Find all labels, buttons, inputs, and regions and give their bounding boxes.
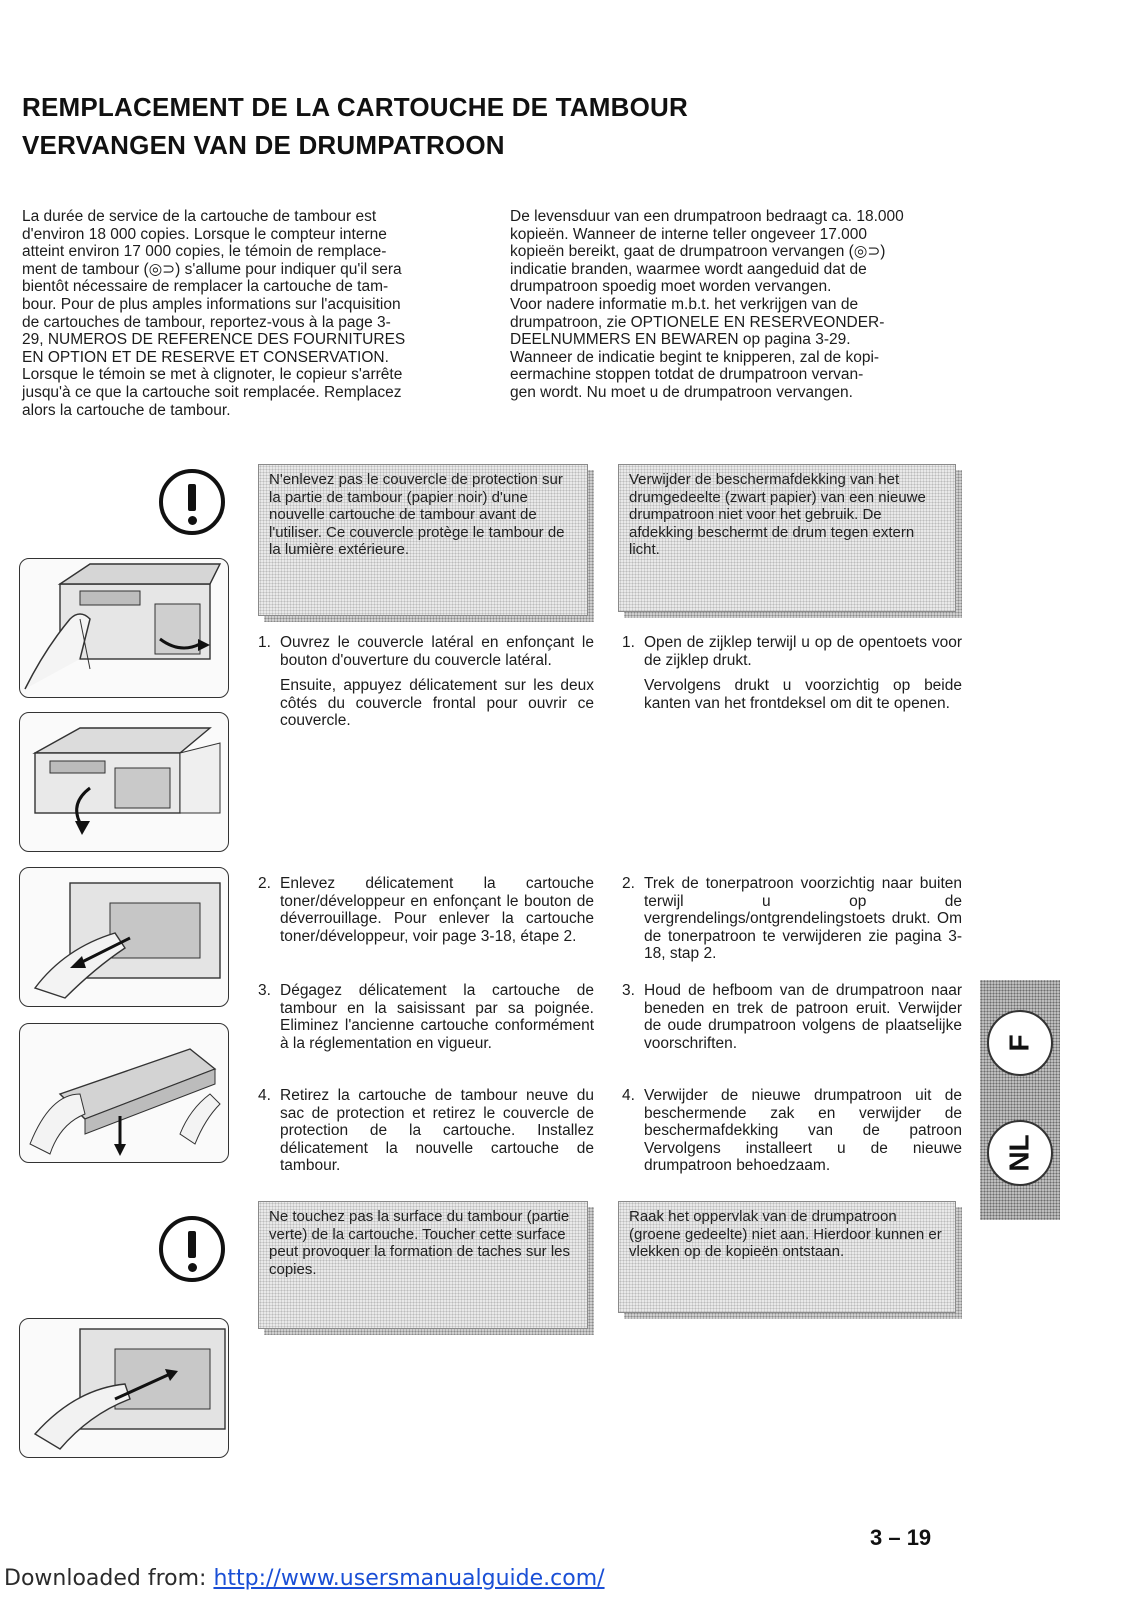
language-tab	[980, 980, 1060, 1220]
step-4-nl: 4. Verwijder de nieuwe drumpatroon uit de beschermende zak en verwijder de beschermafdekking van de patroon Vervolgens installeert u de nieuwe drumpatroon behoedzaam.	[622, 1087, 962, 1175]
page-number: 3 – 19	[870, 1525, 932, 1550]
footer-prefix: Downloaded from:	[4, 1566, 214, 1591]
intro-line: drumpatroon spoedig moet worden vervangen.	[510, 278, 832, 296]
illustration-remove-toner-cartridge	[19, 867, 229, 1007]
step-1-fr: 1. Ouvrez le couvercle latéral en enfonçant le bouton d'ouverture du couvercle latéral. Ensuite, appuyez délicatement sur les deux côtés du couvercle frontal pour ouvrir ce couvercle.	[258, 634, 594, 730]
intro-line: bour. Pour de plus amples informations sur l'acquisition	[22, 295, 401, 313]
intro-line: bientôt nécessaire de remplacer la cartouche de tam-	[22, 278, 389, 296]
tab-language-f: F	[987, 1010, 1053, 1076]
intro-paragraph-nl	[510, 208, 962, 402]
intro-paragraph-fr	[22, 208, 480, 419]
step-2-fr: 2. Enlevez délicatement la cartouche toner/développeur en enfonçant le bouton de déverrouillage. Pour enlever la cartouche toner/développeur, voir page 3-18, étape 2.	[258, 875, 594, 945]
caution-note-nl: Verwijder de beschermafdekking van het drumgedeelte (zwart papier) van een nieuwe drumpatroon niet voor het gebruik. De afdekking beschermt de drum tegen extern licht.	[618, 464, 956, 612]
warning-icon	[159, 469, 225, 535]
intro-line: atteint environ 17 000 copies, le témoin de remplace-	[22, 243, 387, 261]
step-3-fr: 3. Dégagez délicatement la cartouche de tambour en la saisissant par sa poignée. Eliminez l'ancienne cartouche conformément à la réglementation en vigueur.	[258, 982, 594, 1052]
intro-line: Wanneer de indicatie begint te knipperen, zal de kopi-	[510, 348, 880, 366]
step-4-fr: 4. Retirez la cartouche de tambour neuve du sac de protection et retirez le couvercle de protection de la cartouche. Installez délicatement la nouvelle cartouche de tambour.	[258, 1087, 594, 1175]
intro-line: alors la cartouche de tambour.	[22, 401, 231, 419]
intro-line: gen wordt. Nu moet u de drumpatroon vervangen.	[510, 383, 853, 401]
intro-line: De levensduur van een drumpatroon bedraagt ca. 18.000	[510, 208, 904, 225]
page-title-nl: VERVANGEN VAN DE DRUMPATROON	[22, 130, 505, 160]
intro-line: indicatie branden, waarmee wordt aangeduid dat de	[510, 260, 867, 278]
intro-line: kopieën bereikt, gaat de drumpatroon vervangen (◎⊃)	[510, 243, 886, 261]
illustration-install-drum-cartridge	[19, 1318, 229, 1458]
intro-line: 29, NUMEROS DE REFERENCE DES FOURNITURES	[22, 331, 406, 349]
illustration-open-side-cover	[19, 558, 229, 698]
intro-line: EN OPTION ET DE RESERVE ET CONSERVATION.	[22, 348, 389, 366]
intro-line: Lorsque le témoin se met à clignoter, le copieur s'arrête	[22, 366, 403, 384]
caution-note-fr: N'enlevez pas le couvercle de protection sur la partie de tambour (papier noir) d'une nouvelle cartouche de tambour avant de l'utiliser. Ce couvercle protège le tambour de la lumière extérieure.	[258, 464, 588, 616]
intro-line: drumpatroon, zie OPTIONELE EN RESERVEONDER-	[510, 313, 885, 331]
illustration-open-front-cover	[19, 712, 229, 852]
page-title-fr: REMPLACEMENT DE LA CARTOUCHE DE TAMBOUR	[22, 92, 688, 122]
tab-language-nl: NL	[987, 1120, 1053, 1186]
caution-note-fr-2: Ne touchez pas la surface du tambour (partie verte) de la cartouche. Toucher cette surface peut provoquer la formation de taches sur les copies.	[258, 1201, 588, 1329]
download-footer	[4, 1566, 605, 1591]
intro-line: La durée de service de la cartouche de tambour est	[22, 208, 377, 225]
intro-line: kopieën. Wanneer de interne teller ongeveer 17.000	[510, 225, 868, 243]
step-1-nl: 1. Open de zijklep terwijl u op de opentoets voor de zijklep drukt. Vervolgens drukt u voorzichtig op beide kanten van het frontdeksel om dit te openen.	[622, 634, 962, 712]
intro-line: DEELNUMMERS EN BEWAREN op pagina 3-29.	[510, 331, 851, 349]
illustration-drum-cartridge	[19, 1023, 229, 1163]
intro-line: jusqu'à ce que la cartouche soit remplacée. Remplacez	[22, 383, 402, 401]
intro-line: ment de tambour (◎⊃) s'allume pour indiquer qu'il sera	[22, 260, 402, 278]
intro-line: eermachine stoppen totdat de drumpatroon vervan-	[510, 366, 864, 384]
step-2-nl: 2. Trek de tonerpatroon voorzichtig naar buiten terwijl u op de vergrendelings/ontgrendelingstoets drukt. Om de tonerpatroon te verwijderen zie pagina 3-18, stap 2.	[622, 875, 962, 963]
step-3-nl: 3. Houd de hefboom van de drumpatroon naar beneden en trek de patroon eruit. Verwijder de oude drumpatroon volgens de plaatselijke voorschriften.	[622, 982, 962, 1052]
intro-line: de cartouches de tambour, reportez-vous à la page 3-	[22, 313, 391, 331]
intro-line: d'environ 18 000 copies. Lorsque le compteur interne	[22, 225, 387, 243]
caution-note-nl-2: Raak het oppervlak van de drumpatroon (groene gedeelte) niet aan. Hierdoor kunnen er vlekken op de kopieën ontstaan.	[618, 1201, 956, 1313]
footer-link[interactable]: http://www.usersmanualguide.com/	[213, 1566, 605, 1591]
intro-line: Voor nadere informatie m.b.t. het verkrijgen van de	[510, 295, 859, 313]
warning-icon	[159, 1216, 225, 1282]
